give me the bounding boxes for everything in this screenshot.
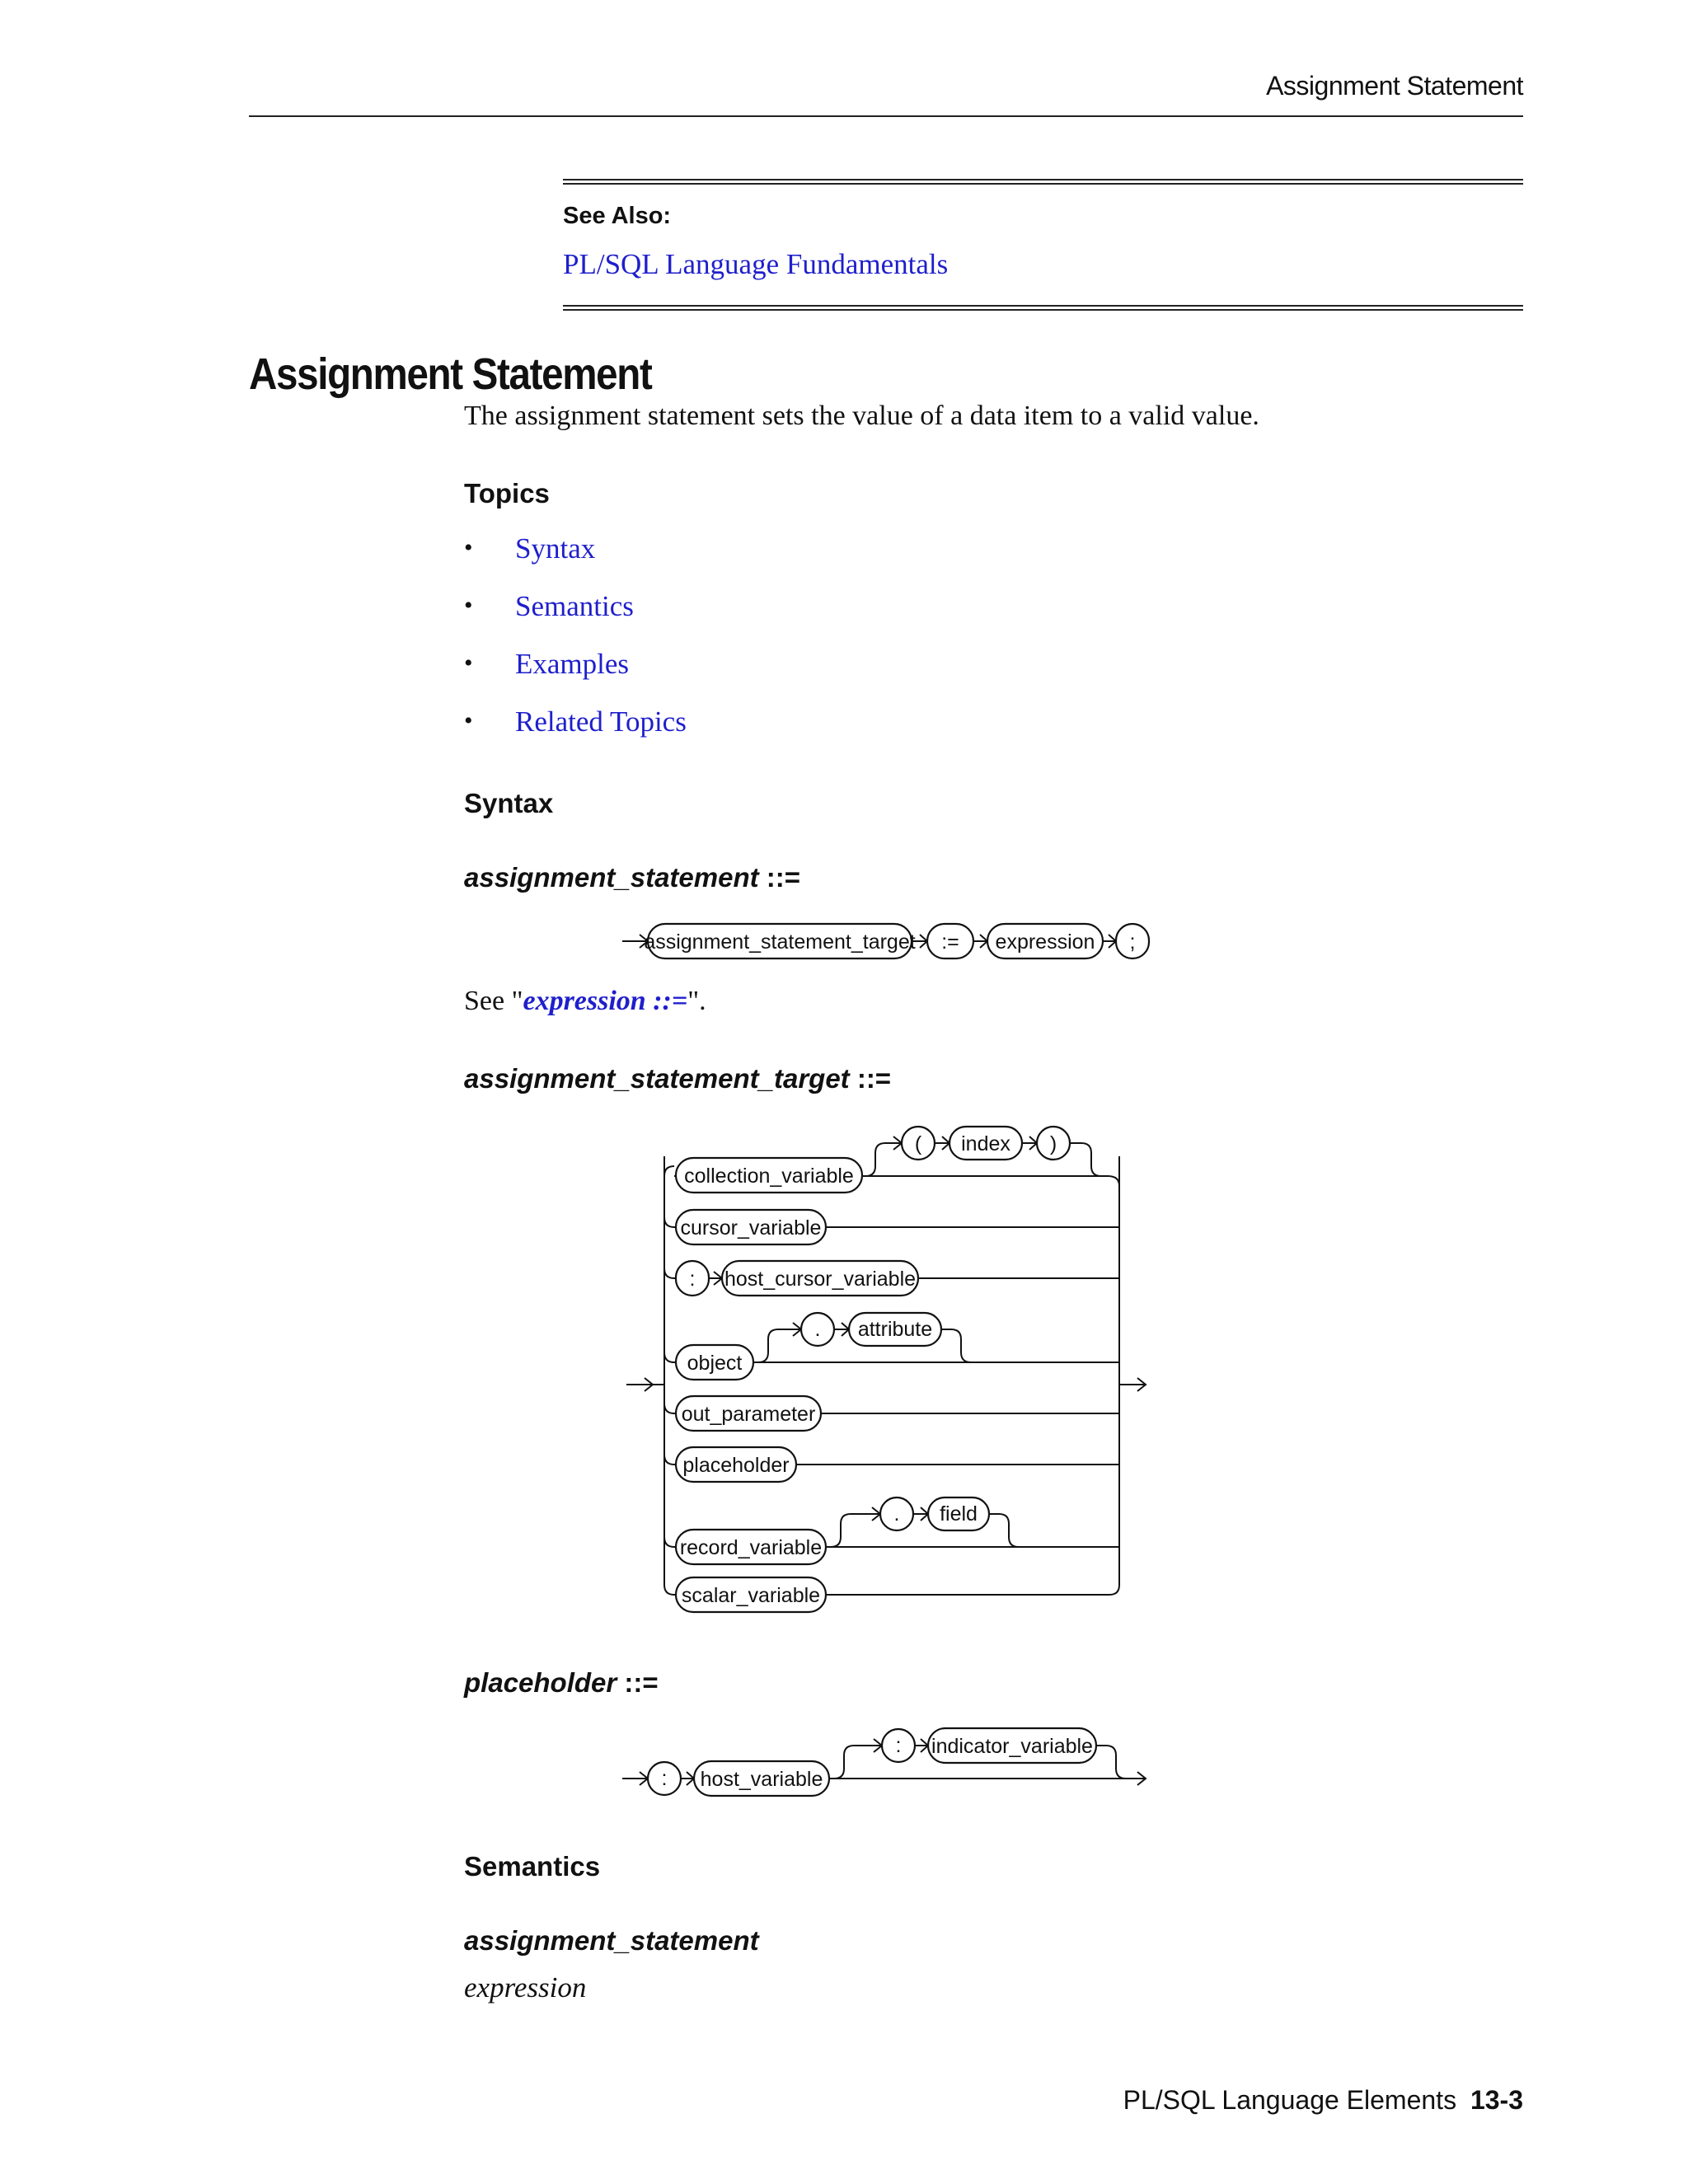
rr-label: scalar_variable (681, 1584, 821, 1607)
rr-label: . (814, 1318, 821, 1341)
bnf-name: assignment_statement_target (464, 1063, 850, 1094)
rr-label: collection_variable (684, 1165, 854, 1188)
semantics-item-title: assignment_statement (464, 1925, 759, 1956)
see-also-bottom-rule (563, 305, 1523, 311)
rr-label: : (689, 1268, 696, 1291)
rr-label: index (961, 1132, 1010, 1155)
footer-text: PL/SQL Language Elements (1123, 2085, 1457, 2115)
see-suffix: ". (687, 986, 706, 1016)
rr-label: object (687, 1352, 743, 1375)
topic-link-semantics[interactable]: Semantics (515, 590, 634, 622)
see-also-label: See Also: (563, 203, 672, 229)
rr-label: field (940, 1502, 978, 1526)
bullet-icon: • (464, 649, 473, 677)
rr-label: host_cursor_variable (724, 1268, 917, 1291)
expression-bnf-link[interactable]: expression ::= (523, 986, 688, 1016)
syntax-heading: Syntax (464, 788, 554, 818)
semantics-subitem: expression (464, 1971, 587, 2004)
topic-link-syntax[interactable]: Syntax (515, 532, 596, 565)
bnf-name: assignment_statement (464, 862, 759, 893)
rr-label: placeholder (682, 1454, 790, 1477)
section-title: Assignment Statement (249, 349, 652, 399)
bullet-icon: • (464, 707, 473, 734)
semantics-heading: Semantics (464, 1851, 601, 1882)
bnf-placeholder (464, 1667, 659, 1699)
rr-label: := (941, 930, 959, 954)
rr-label: : (895, 1734, 902, 1757)
bullet-icon: • (464, 592, 473, 619)
rr-label: host_variable (700, 1768, 823, 1791)
see-prefix: See " (464, 986, 523, 1016)
rr-label: cursor_variable (680, 1216, 822, 1240)
rr-label: attribute (857, 1318, 933, 1341)
intro-paragraph: The assignment statement sets the value of a data item to a valid value. (464, 401, 1259, 431)
bnf-name: placeholder (464, 1667, 617, 1698)
topics-heading: Topics (464, 478, 550, 509)
see-also-top-rule (563, 179, 1523, 185)
bnf-assignment-statement (464, 862, 800, 893)
header-rule (249, 115, 1523, 117)
bnf-assignment-statement-target (464, 1063, 891, 1094)
rr-label: record_variable (679, 1536, 823, 1559)
bullet-icon: • (464, 534, 473, 561)
rr-label: assignment_statement_target (644, 930, 916, 954)
rr-label: out_parameter (681, 1403, 816, 1426)
running-header: Assignment Statement (1266, 71, 1523, 101)
railroad-placeholder (618, 1714, 1154, 1805)
railroad-assignment-statement (618, 915, 1154, 964)
rr-label: indicator_variable (931, 1735, 1093, 1758)
rr-label: expression (995, 930, 1095, 954)
railroad-assignment-statement-target (618, 1117, 1154, 1619)
page-footer (989, 2085, 1523, 2116)
see-also-link[interactable]: PL/SQL Language Fundamentals (563, 248, 949, 280)
rr-label: ; (1129, 930, 1136, 954)
rr-label: ( (914, 1132, 922, 1155)
bnf-operator: ::= (624, 1667, 659, 1698)
rr-label: . (893, 1502, 900, 1526)
rr-label: : (661, 1767, 668, 1790)
page-number: 13-3 (1470, 2085, 1523, 2115)
bnf-operator: ::= (766, 862, 801, 893)
topic-link-related-topics[interactable]: Related Topics (515, 705, 687, 738)
bnf-operator: ::= (856, 1063, 892, 1094)
rr-label: ) (1049, 1132, 1057, 1155)
topic-link-examples[interactable]: Examples (515, 648, 630, 680)
see-reference (464, 986, 706, 1017)
